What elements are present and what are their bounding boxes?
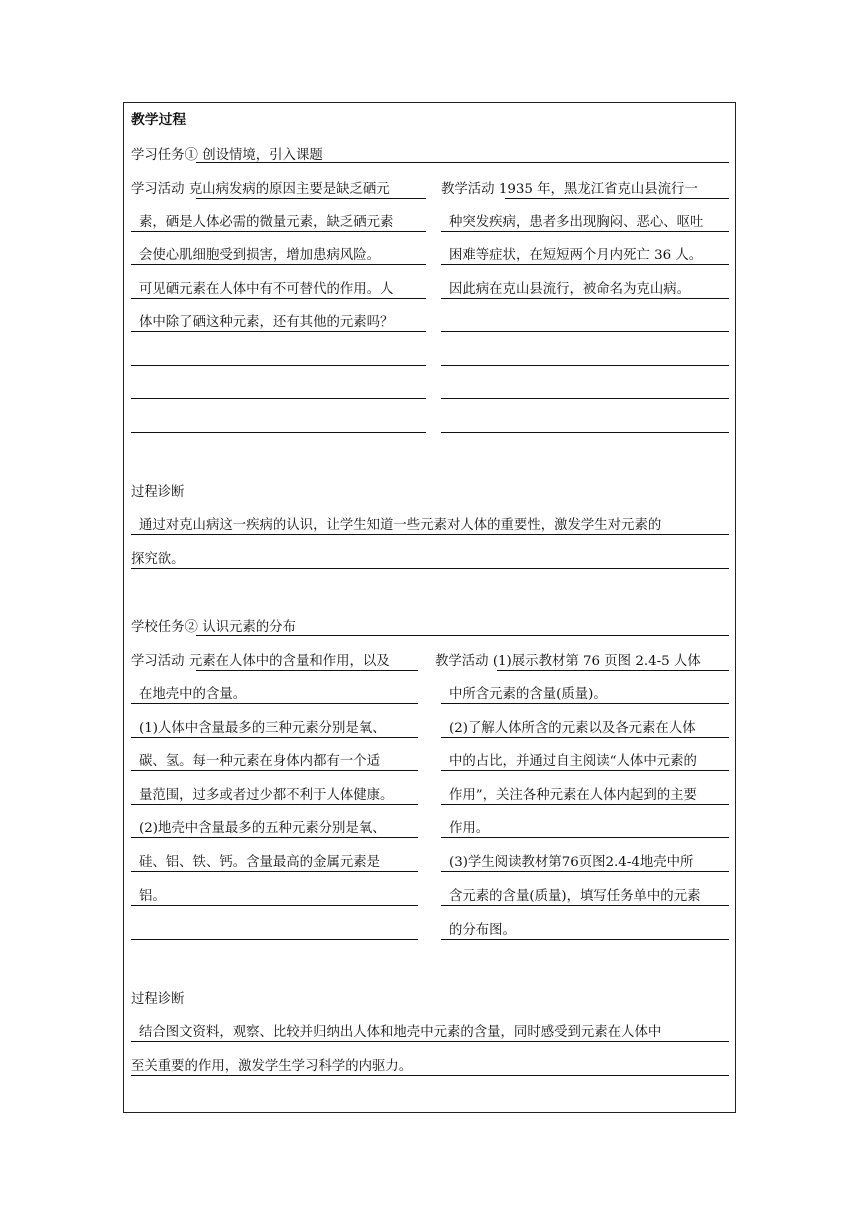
task1-title: 学习任务① 创设情境，引入课题	[131, 148, 323, 163]
task1-left-blank-line	[131, 398, 426, 399]
task2-right-underline	[441, 905, 729, 906]
task2-left-underline	[131, 737, 418, 738]
task1-left-underline	[131, 231, 426, 232]
task2-diagnosis-line: 至关重要的作用，激发学生学习科学的内驱力。	[131, 1059, 413, 1074]
task2-left-underline	[131, 905, 418, 906]
task2-right-underline	[497, 670, 729, 671]
task1-right-blank-line	[441, 432, 729, 433]
task1-left-blank-line	[131, 365, 426, 366]
task2-left-line: 硅、铝、铁、钙。含量最高的金属元素是	[139, 855, 381, 870]
task2-title-underline	[196, 635, 729, 636]
task2-title: 学校任务② 认识元素的分布	[131, 620, 296, 635]
task2-left-blank-line	[131, 939, 418, 940]
task1-diagnosis-line: 探究欲。	[131, 552, 185, 567]
task2-left-underline	[131, 770, 418, 771]
task2-left-line: 铝。	[139, 889, 166, 904]
task2-left-line: 学习活动 元素在人体中的含量和作用，以及	[131, 654, 390, 669]
task1-left-line: 可见硒元素在人体中有不可替代的作用。人	[139, 282, 394, 297]
task2-right-underline	[441, 737, 729, 738]
task2-right-underline	[441, 939, 729, 940]
task1-right-underline	[505, 198, 729, 199]
task2-right-underline	[441, 804, 729, 805]
task2-left-underline	[131, 703, 418, 704]
task1-right-line: 困难等症状，在短短两个月内死亡 36 人。	[449, 248, 703, 263]
task2-left-underline	[131, 871, 418, 872]
task2-right-underline	[441, 703, 729, 704]
task1-right-line: 种突发疾病，患者多出现胸闷、恶心、呕吐	[449, 215, 704, 230]
task2-diagnosis-line: 结合图文资料，观察、比较并归纳出人体和地壳中元素的含量，同时感受到元素在人体中	[139, 1025, 662, 1040]
task2-diagnosis-underline	[131, 1075, 729, 1076]
task1-diagnosis-underline	[131, 534, 729, 535]
task2-right-line: 含元素的含量(质量)，填写任务单中的元素	[449, 889, 701, 904]
task2-diagnosis-underline	[131, 1041, 729, 1042]
task2-right-line: 作用”，关注各种元素在人体内起到的主要	[449, 788, 697, 803]
task1-left-underline	[131, 264, 426, 265]
task2-right-line: (3)学生阅读教材第76页图2.4-4地壳中所	[449, 855, 694, 870]
task1-left-line: 学习活动 克山病发病的原因主要是缺乏硒元	[131, 182, 390, 197]
task1-right-underline	[441, 231, 729, 232]
task1-right-blank-line	[441, 331, 729, 332]
task2-right-line: 中的占比，并通过自主阅读“人体中元素的	[449, 754, 697, 769]
task2-left-line: (2)地壳中含量最多的五种元素分别是氧、	[139, 821, 386, 836]
task2-right-line: 中所含元素的含量(质量)。	[449, 687, 607, 702]
task2-right-underline	[441, 837, 729, 838]
task2-right-underline	[441, 871, 729, 872]
task2-right-line: 作用。	[449, 821, 490, 836]
task1-left-line: 会使心肌细胞受到损害，增加患病风险。	[139, 248, 381, 263]
task2-left-underline	[131, 804, 418, 805]
task1-right-blank-line	[441, 398, 729, 399]
task2-left-line: 碳、氢。每一种元素在身体内都有一个适	[139, 754, 381, 769]
task1-left-line: 素，硒是人体必需的微量元素，缺乏硒元素	[139, 215, 394, 230]
task1-left-underline	[131, 298, 426, 299]
task2-diagnosis-label: 过程诊断	[131, 992, 185, 1007]
task2-left-underline	[196, 670, 418, 671]
task2-left-line: 量范围，过多或者过少都不利于人体健康。	[139, 788, 394, 803]
task1-diagnosis-underline	[131, 568, 729, 569]
task1-right-line: 因此病在克山县流行，被命名为克山病。	[449, 282, 691, 297]
task1-right-underline	[441, 298, 729, 299]
task1-left-line: 体中除了硒这种元素，还有其他的元素吗？	[139, 315, 394, 330]
task1-left-blank-line	[131, 432, 426, 433]
task1-left-underline	[131, 331, 426, 332]
task1-left-underline	[196, 198, 426, 199]
task1-diagnosis-label: 过程诊断	[131, 485, 185, 500]
task2-left-underline	[131, 837, 418, 838]
task1-right-underline	[441, 264, 729, 265]
task1-right-blank-line	[441, 365, 729, 366]
section-heading: 教学过程	[131, 112, 187, 128]
task1-right-line: 教学活动 1935 年，黑龙江省克山县流行一	[441, 182, 698, 197]
task2-right-line: 的分布图。	[449, 923, 516, 938]
task2-left-line: (1)人体中含量最多的三种元素分别是氧、	[139, 721, 386, 736]
task2-right-line: (2)了解人体所含的元素以及各元素在人体	[449, 721, 696, 736]
task2-left-line: 在地壳中的含量。	[139, 687, 247, 702]
task2-right-line: 教学活动 (1)展示教材第 76 页图 2.4-5 人体	[435, 654, 701, 669]
task1-title-underline	[196, 162, 729, 163]
task1-diagnosis-line: 通过对克山病这一疾病的认识，让学生知道一些元素对人体的重要性，激发学生对元素的	[139, 518, 662, 533]
task2-right-underline	[441, 770, 729, 771]
